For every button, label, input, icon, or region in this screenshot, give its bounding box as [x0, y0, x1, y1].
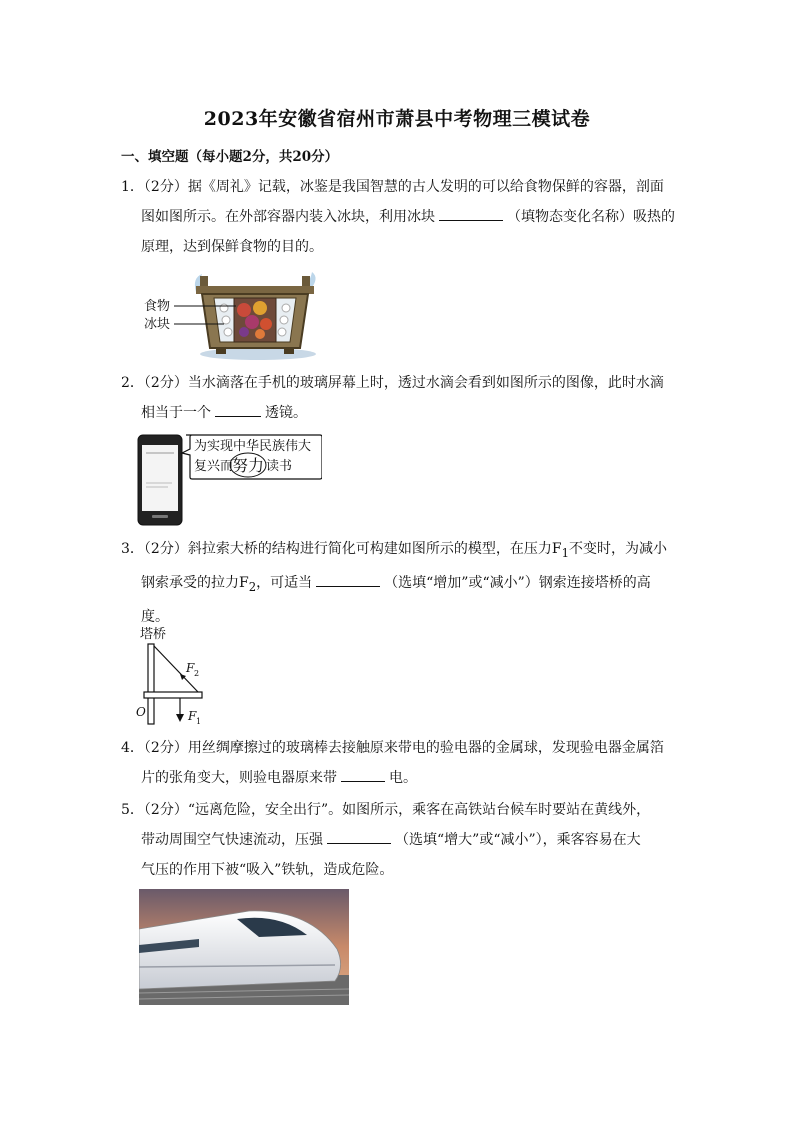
question-text: 相当于一个 — [141, 405, 211, 421]
question-text: 图如图所示。在外部容器内装入冰块，利用冰块 — [141, 209, 435, 225]
answer-blank[interactable] — [341, 763, 385, 782]
phone-figure — [136, 433, 322, 529]
question-text: 电。 — [389, 770, 417, 786]
question-1 — [121, 172, 676, 262]
question-text: ，可适当 — [256, 574, 313, 591]
answer-blank[interactable] — [327, 825, 391, 844]
question-text: （选填“增加”或“减小”）钢索连接塔桥的高 — [384, 574, 651, 591]
label-tower: 塔桥 — [140, 627, 167, 642]
answer-blank[interactable] — [215, 398, 261, 417]
question-score: （2分） — [143, 802, 188, 818]
bubble-line-2a: 复兴而 — [194, 459, 234, 474]
question-number: 2． — [121, 375, 144, 391]
bubble-magnified-text: 努力 — [232, 456, 265, 475]
label-f2-sub: 2 — [194, 669, 200, 678]
bubble-line-1: 为实现中华民族伟大 — [194, 439, 312, 454]
question-number: 1． — [121, 179, 144, 195]
question-score: （2分） — [143, 375, 188, 391]
label-o: O — [136, 705, 146, 719]
question-text: “远离危险，安全出行”。如图所示，乘客在高铁站台候车时要站在黄线外， — [187, 802, 651, 818]
question-text: 用丝绸摩擦过的玻璃棒去接触原来带电的验电器的金属球，发现验电器金属箔 — [187, 740, 664, 756]
question-text: 据《周礼》记载，冰鉴是我国智慧的古人发明的可以给食物保鲜的容器，剖面 — [187, 179, 664, 195]
high-speed-train-photo — [139, 889, 349, 1005]
subscript: 1 — [561, 545, 569, 560]
question-text: 透镜。 — [265, 405, 307, 421]
label-f2: F — [186, 661, 195, 675]
question-4 — [121, 733, 676, 793]
question-2 — [121, 368, 676, 428]
question-text: 钢索承受的拉力F — [141, 574, 249, 591]
bubble-line-2b: 读书 — [266, 459, 293, 474]
label-ice: 冰块 — [144, 317, 171, 332]
bridge-model-figure — [134, 624, 224, 728]
page-title: 2023年安徽省宿州市萧县中考物理三模试卷 — [203, 108, 591, 130]
question-score: （2分） — [143, 541, 188, 557]
label-f1: F — [188, 709, 197, 723]
question-text: 带动周围空气快速流动，压强 — [141, 832, 323, 848]
question-text: 斜拉索大桥的结构进行简化可构建如图所示的模型，在压力F — [187, 541, 562, 557]
question-number: 4． — [121, 740, 144, 756]
question-text: 片的张角变大，则验电器原来带 — [141, 770, 337, 786]
label-f1-sub: 1 — [196, 717, 202, 726]
question-text: 不变时，为减小 — [568, 541, 667, 557]
question-score: （2分） — [143, 179, 188, 195]
question-number: 5． — [121, 802, 144, 818]
question-score: （2分） — [143, 740, 188, 756]
section-heading: 一、填空题（每小题2分，共20分） — [121, 149, 339, 165]
question-text: （填物态变化名称）吸热的 — [507, 209, 675, 225]
question-text: 当水滴落在手机的玻璃屏幕上时，透过水滴会看到如图所示的图像，此时水滴 — [187, 375, 664, 391]
question-text: 原理，达到保鲜食物的目的。 — [141, 239, 323, 255]
question-text: （选填“增大”或“减小”），乘客容易在大 — [395, 832, 641, 848]
question-text: 度。 — [141, 608, 169, 625]
answer-blank[interactable] — [316, 568, 380, 587]
ice-box-figure — [140, 268, 320, 360]
question-number: 3． — [121, 541, 144, 557]
question-3 — [121, 534, 676, 632]
answer-blank[interactable] — [439, 202, 503, 221]
subscript: 2 — [248, 579, 257, 594]
question-5 — [121, 795, 676, 885]
label-food: 食物 — [144, 299, 171, 314]
question-text: 气压的作用下被“吸入”铁轨，造成危险。 — [141, 862, 394, 878]
